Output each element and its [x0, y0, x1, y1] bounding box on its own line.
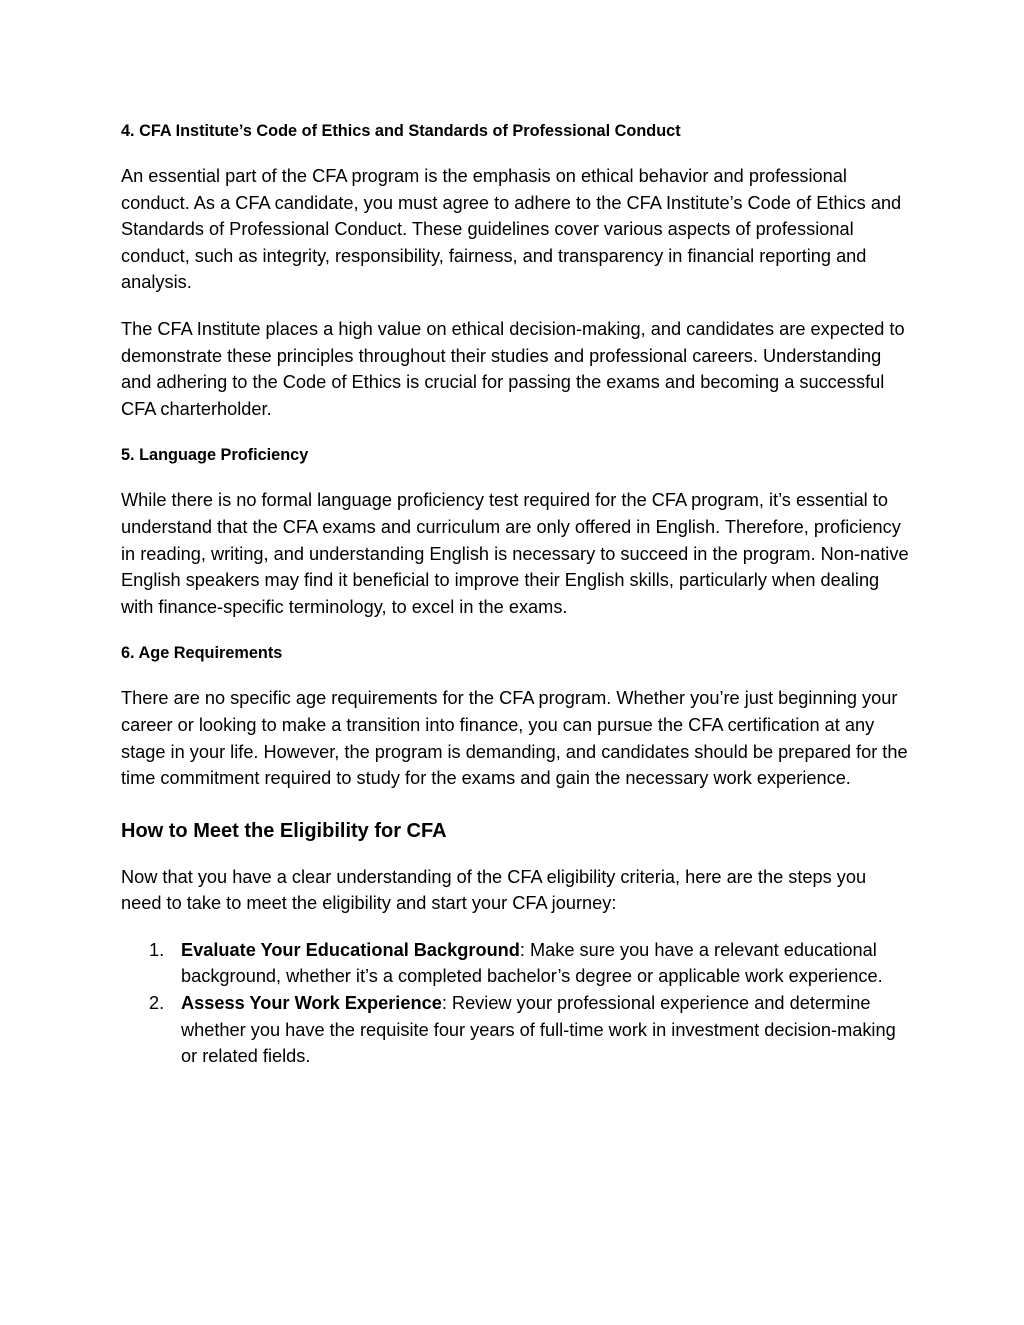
list-item	[121, 937, 911, 990]
list-item-title: Evaluate Your Educational Background	[181, 939, 520, 960]
list-item-number: 2.	[149, 993, 165, 1014]
eligibility-steps-list	[121, 937, 911, 1070]
section-4-paragraph-2: The CFA Institute places a high value on ethical decision-making, and candidates are expected to demonstrate these principles throughout their studies and professional careers. Understanding and adhering to the Code of Ethics is crucial for passing the exams and becoming a successful CFA charterholder.	[121, 318, 905, 419]
list-item-text: : Review your professional experience and determine whether you have the requisite four years of full-time work in investment decision-making or related fields.	[181, 993, 896, 1067]
section-6-heading: 6. Age Requirements	[121, 644, 283, 663]
section-5-heading: 5. Language Proficiency	[121, 446, 309, 465]
document-page	[121, 118, 911, 1070]
section-6-paragraph: There are no specific age requirements for the CFA program. Whether you’re just beginning your career or looking to make a transition into finance, you can pursue the CFA certification at any stage in your life. However, the program is demanding, and candidates should be prepared for the time commitment required to study for the exams and gain the necessary work experience.	[121, 688, 908, 789]
eligibility-intro: Now that you have a clear understanding of the CFA eligibility criteria, here are the steps you need to take to meet the eligibility and start your CFA journey:	[121, 866, 867, 914]
list-item-text: : Make sure you have a relevant educational background, whether it’s a completed bachelor’s degree or applicable work experience.	[181, 939, 883, 987]
list-item	[121, 990, 911, 1070]
section-4-heading: 4. CFA Institute’s Code of Ethics and Standards of Professional Conduct	[121, 122, 681, 140]
section-4-paragraph-1: An essential part of the CFA program is the emphasis on ethical behavior and professional conduct. As a CFA candidate, you must agree to adhere to the CFA Institute’s Code of Ethics and Standards of Professional Conduct. These guidelines cover various aspects of professional conduct, such as integrity, responsibility, fairness, and transparency in financial reporting and analysis.	[121, 166, 902, 293]
section-5-paragraph: While there is no formal language proficiency test required for the CFA program, it’s essential to understand that the CFA exams and curriculum are only offered in English. Therefore, proficiency in reading, writing, and understanding English is necessary to succeed in the program. Non-native English speakers may find it beneficial to improve their English skills, particularly when dealing with finance-specific terminology, to excel in the exams.	[121, 490, 909, 617]
list-item-number: 1.	[149, 939, 165, 960]
list-item-title: Assess Your Work Experience	[181, 993, 442, 1014]
eligibility-heading: How to Meet the Eligibility for CFA	[121, 819, 447, 842]
